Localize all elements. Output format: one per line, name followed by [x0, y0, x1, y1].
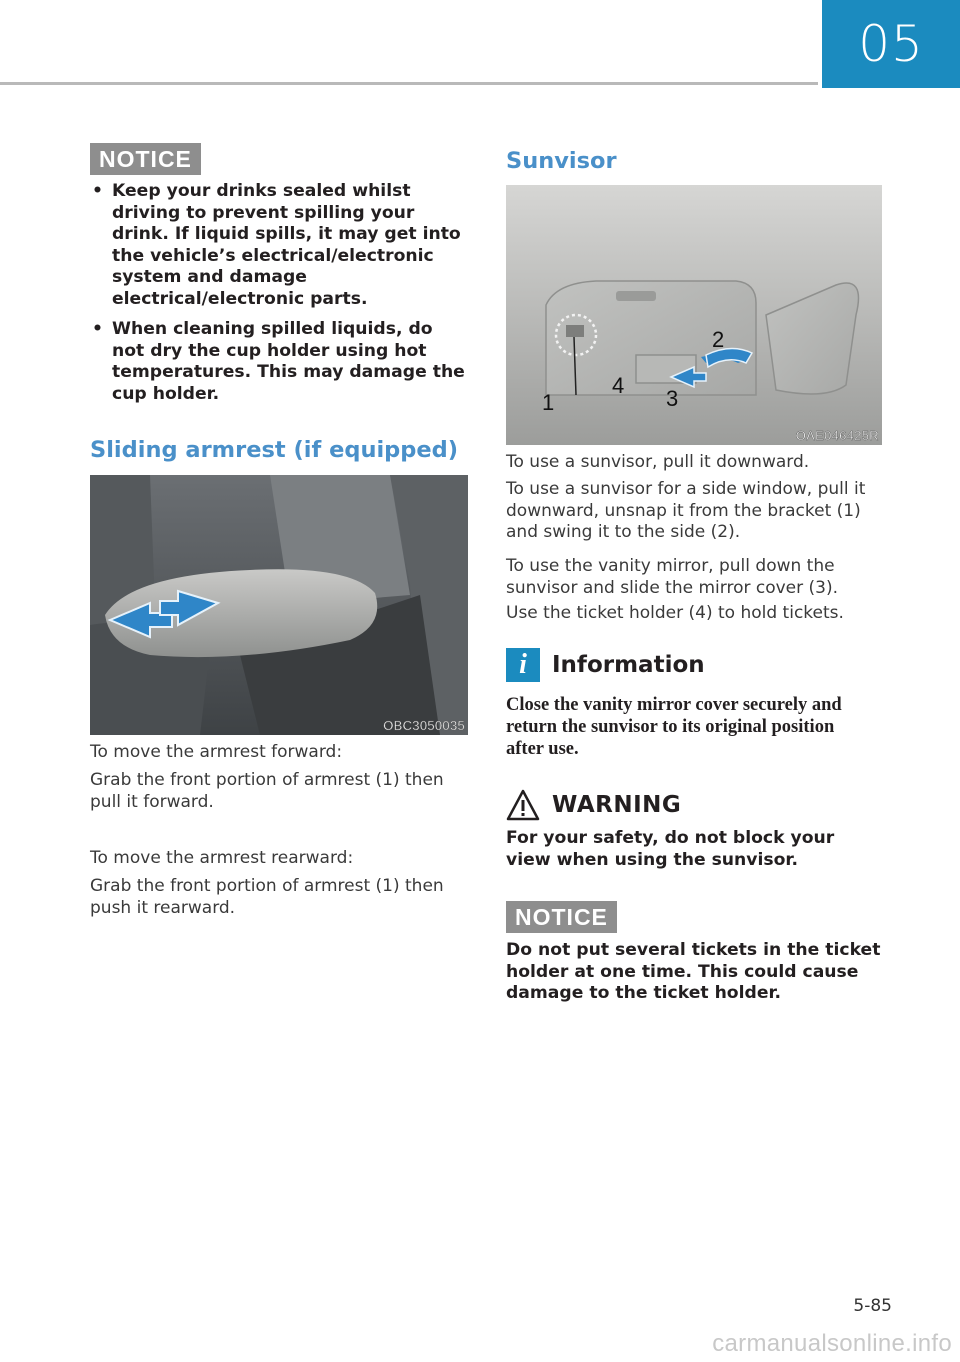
- warning-heading: [506, 789, 681, 821]
- information-heading: [506, 648, 705, 682]
- armrest-text-3: To move the armrest rearward:: [90, 848, 354, 868]
- notice-text: Do not put several tickets in the ticket holder at one time. This could cause damage to the ticket holder.: [506, 940, 881, 1003]
- warning-text: For your safety, do not block your view when using the sunvisor.: [506, 828, 835, 870]
- sunvisor-text-3: To use the vanity mirror, pull down the sunvisor and slide the mirror cover (3).: [506, 556, 839, 598]
- warning-title: WARNING: [552, 792, 682, 818]
- section-title-sunvisor: Sunvisor: [506, 148, 617, 174]
- sunvisor-text-2: To use a sunvisor for a side window, pull it downward, unsnap it from the bracket (1) and swing it to the side (2).: [506, 479, 866, 542]
- page-number: 5-85: [853, 1296, 892, 1316]
- notice-item: • When cleaning spilled liquids, do not dry the cup holder using hot temperatures. This may damage the cup holder.: [90, 319, 470, 405]
- notice-list: [90, 181, 470, 414]
- warning-icon: [506, 789, 540, 821]
- header-rule: [0, 82, 818, 85]
- sunvisor-photo: [506, 185, 882, 445]
- armrest-text-2: Grab the front portion of armrest (1) then pull it forward.: [90, 770, 444, 812]
- watermark: carmanualsonline.info: [712, 1330, 952, 1357]
- notice-badge: NOTICE: [506, 901, 617, 933]
- armrest-photo: [90, 475, 468, 735]
- notice-item: • Keep your drinks sealed whilst driving to prevent spilling your drink. If liquid spills, it may get into the vehicle’s electrical/electronic system and damage electrical/electronic parts.: [90, 181, 470, 310]
- callout-2: 2: [712, 327, 725, 352]
- information-icon: i: [506, 648, 540, 682]
- figure-code: OBC3050035: [383, 718, 465, 733]
- chapter-tab: 05: [822, 0, 960, 88]
- section-title-armrest: Sliding armrest (if equipped): [90, 437, 459, 463]
- armrest-text-4: Grab the front portion of armrest (1) then push it rearward.: [90, 876, 444, 918]
- figure-code: OAE046425R: [795, 428, 879, 443]
- armrest-text-1: To move the armrest forward:: [90, 742, 343, 762]
- callout-4: 4: [612, 373, 625, 398]
- sunvisor-text-4: Use the ticket holder (4) to hold tickets.: [506, 603, 844, 623]
- sunvisor-text-1: To use a sunvisor, pull it downward.: [506, 452, 810, 472]
- information-text: Close the vanity mirror cover securely and return the sunvisor to its original position after use.: [506, 695, 842, 759]
- callout-3: 3: [666, 386, 679, 411]
- callout-1: 1: [542, 390, 555, 415]
- information-title: Information: [552, 652, 705, 678]
- notice-badge: NOTICE: [90, 143, 201, 175]
